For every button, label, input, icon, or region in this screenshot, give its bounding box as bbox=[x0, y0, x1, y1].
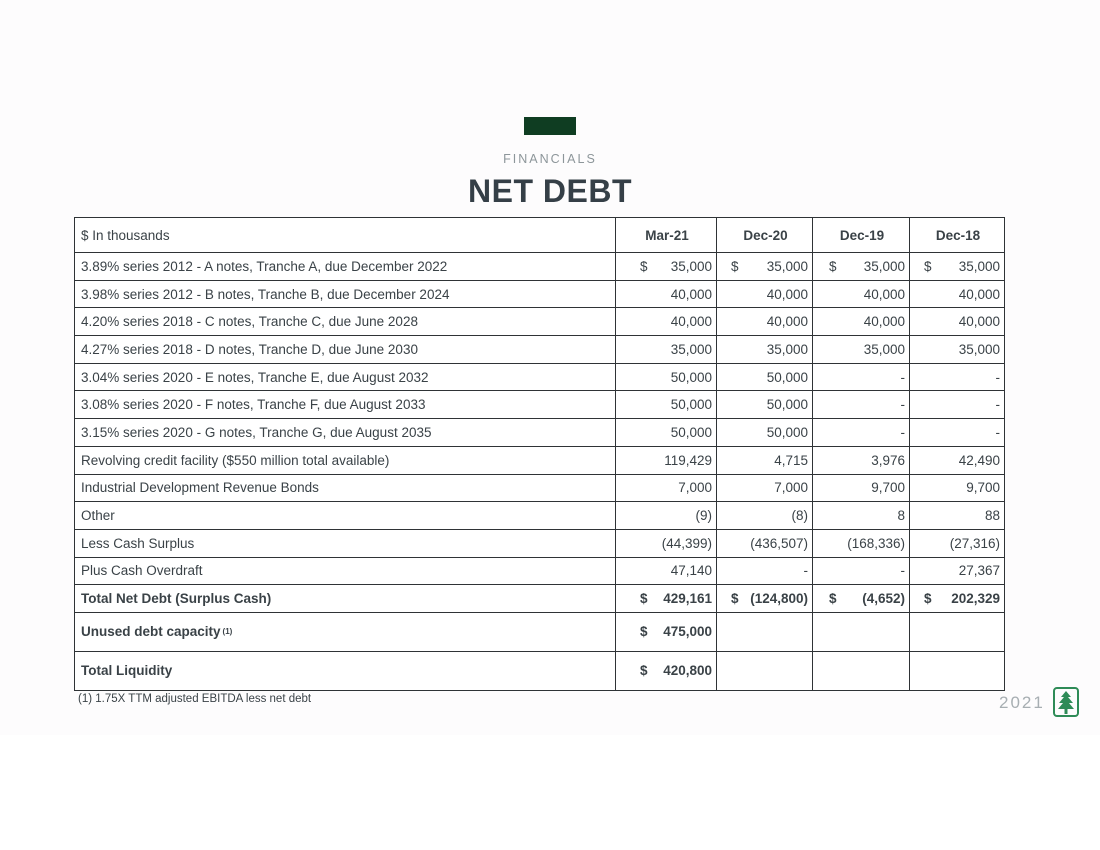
column-header-dec-20: Dec-20 bbox=[717, 218, 813, 253]
units-label: $ In thousands bbox=[75, 218, 616, 253]
cell-value: 7,000 bbox=[774, 480, 808, 496]
cell-value: 27,367 bbox=[958, 563, 1000, 579]
value-cell bbox=[717, 419, 813, 447]
cell-value: 40,000 bbox=[958, 314, 1000, 330]
value-cell bbox=[616, 336, 717, 364]
cell-value: 50,000 bbox=[766, 424, 808, 440]
cell-value: 40,000 bbox=[766, 314, 808, 330]
row-label: 3.98% series 2012 - B notes, Tranche B, due December 2024 bbox=[75, 280, 616, 308]
cell-value: - bbox=[995, 424, 1000, 440]
value-cell bbox=[910, 308, 1005, 336]
table-row bbox=[75, 502, 1005, 530]
total-net-debt-row bbox=[75, 585, 1005, 613]
cell-value: 40,000 bbox=[863, 314, 905, 330]
value-cell bbox=[813, 363, 910, 391]
page-title: NET DEBT bbox=[468, 173, 632, 209]
cell-value: (168,336) bbox=[847, 535, 905, 551]
cell-value: 4,715 bbox=[774, 452, 808, 468]
total-net-debt-dec-19 bbox=[813, 585, 910, 613]
footnote: (1) 1.75X TTM adjusted EBITDA less net debt bbox=[78, 693, 312, 705]
cell-value: 40,000 bbox=[958, 286, 1000, 302]
currency-symbol: $ bbox=[924, 591, 932, 607]
table-row bbox=[75, 446, 1005, 474]
table-body bbox=[75, 253, 1005, 585]
cell-value: 202,329 bbox=[951, 591, 1000, 607]
value-cell bbox=[717, 502, 813, 530]
table-row bbox=[75, 363, 1005, 391]
empty-cell bbox=[813, 651, 910, 690]
value-cell bbox=[717, 529, 813, 557]
value-cell bbox=[910, 419, 1005, 447]
cell-value: 9,700 bbox=[871, 480, 905, 496]
value-cell bbox=[616, 419, 717, 447]
table-row bbox=[75, 529, 1005, 557]
cell-value: 50,000 bbox=[670, 369, 712, 385]
row-label: Total Liquidity bbox=[75, 651, 616, 690]
cell-value: (27,316) bbox=[949, 535, 1000, 551]
value-cell bbox=[616, 280, 717, 308]
value-cell bbox=[910, 336, 1005, 364]
row-label: Revolving credit facility ($550 million total available) bbox=[75, 446, 616, 474]
total-liquidity-row bbox=[75, 651, 1005, 690]
currency-symbol: $ bbox=[640, 663, 648, 679]
cell-value: 40,000 bbox=[670, 286, 712, 302]
value-cell bbox=[616, 557, 717, 585]
row-label: Plus Cash Overdraft bbox=[75, 557, 616, 585]
total-net-debt-dec-18 bbox=[910, 585, 1005, 613]
value-cell bbox=[813, 557, 910, 585]
cell-value: (44,399) bbox=[661, 535, 712, 551]
row-label: 4.27% series 2018 - D notes, Tranche D, due June 2030 bbox=[75, 336, 616, 364]
table-row bbox=[75, 253, 1005, 281]
table-header-row bbox=[75, 218, 1005, 253]
value-cell bbox=[813, 336, 910, 364]
cell-value: 35,000 bbox=[863, 258, 905, 274]
value-cell bbox=[717, 446, 813, 474]
cell-value: 47,140 bbox=[670, 563, 712, 579]
section-eyebrow: FINANCIALS bbox=[503, 152, 597, 166]
empty-cell bbox=[717, 612, 813, 651]
table-row bbox=[75, 474, 1005, 502]
currency-symbol: $ bbox=[829, 591, 837, 607]
value-cell bbox=[717, 363, 813, 391]
column-header-dec-18: Dec-18 bbox=[910, 218, 1005, 253]
row-label: 4.20% series 2018 - C notes, Tranche C, due June 2028 bbox=[75, 308, 616, 336]
value-cell bbox=[910, 363, 1005, 391]
row-label: 3.15% series 2020 - G notes, Tranche G, due August 2035 bbox=[75, 419, 616, 447]
cell-value: 50,000 bbox=[766, 397, 808, 413]
value-cell bbox=[813, 253, 910, 281]
cell-value: 88 bbox=[984, 508, 1000, 524]
cell-value: - bbox=[900, 369, 905, 385]
cell-value: - bbox=[803, 563, 808, 579]
total-net-debt-dec-20 bbox=[717, 585, 813, 613]
currency-symbol: $ bbox=[731, 591, 739, 607]
row-label bbox=[75, 612, 616, 651]
cell-value: 9,700 bbox=[966, 480, 1000, 496]
value-cell bbox=[813, 419, 910, 447]
cell-value: 35,000 bbox=[863, 341, 905, 357]
cell-value: 35,000 bbox=[766, 258, 808, 274]
value-cell bbox=[813, 502, 910, 530]
value-cell bbox=[717, 308, 813, 336]
cell-value: 50,000 bbox=[766, 369, 808, 385]
cell-value: 35,000 bbox=[958, 341, 1000, 357]
net-debt-table bbox=[74, 217, 1005, 691]
value-cell bbox=[717, 280, 813, 308]
value-cell bbox=[910, 391, 1005, 419]
footnote-marker: (1) bbox=[222, 627, 233, 637]
value-cell bbox=[717, 391, 813, 419]
table-row bbox=[75, 419, 1005, 447]
value-cell bbox=[616, 363, 717, 391]
row-label: Other bbox=[75, 502, 616, 530]
cell-value: 7,000 bbox=[678, 480, 712, 496]
tree-logo-icon bbox=[1053, 687, 1079, 717]
cell-value: 42,490 bbox=[958, 452, 1000, 468]
cell-value: (436,507) bbox=[750, 535, 808, 551]
value-cell bbox=[616, 529, 717, 557]
cell-value: 420,800 bbox=[663, 663, 712, 679]
currency-symbol: $ bbox=[924, 258, 932, 274]
cell-value: - bbox=[995, 369, 1000, 385]
currency-symbol: $ bbox=[829, 258, 837, 274]
total-liquidity-mar-21 bbox=[616, 651, 717, 690]
row-label: 3.89% series 2012 - A notes, Tranche A, due December 2022 bbox=[75, 253, 616, 281]
currency-symbol: $ bbox=[640, 624, 648, 640]
footer-year: 2021 bbox=[999, 693, 1045, 712]
value-cell bbox=[813, 280, 910, 308]
row-label: Less Cash Surplus bbox=[75, 529, 616, 557]
cell-value: 40,000 bbox=[766, 286, 808, 302]
currency-symbol: $ bbox=[640, 258, 648, 274]
cell-value: (9) bbox=[695, 508, 712, 524]
row-label: 3.04% series 2020 - E notes, Tranche E, due August 2032 bbox=[75, 363, 616, 391]
cell-value: (4,652) bbox=[862, 591, 905, 607]
currency-symbol: $ bbox=[640, 591, 648, 607]
value-cell bbox=[616, 391, 717, 419]
total-net-debt-mar-21 bbox=[616, 585, 717, 613]
value-cell bbox=[813, 529, 910, 557]
unused-capacity-label: Unused debt capacity bbox=[81, 624, 221, 640]
value-cell bbox=[910, 446, 1005, 474]
value-cell bbox=[910, 253, 1005, 281]
cell-value: 35,000 bbox=[670, 341, 712, 357]
table-row bbox=[75, 391, 1005, 419]
cell-value: 50,000 bbox=[670, 424, 712, 440]
value-cell bbox=[910, 557, 1005, 585]
cell-value: - bbox=[900, 563, 905, 579]
unused-capacity-mar-21 bbox=[616, 612, 717, 651]
column-header-mar-21: Mar-21 bbox=[616, 218, 717, 253]
row-label: 3.08% series 2020 - F notes, Tranche F, due August 2033 bbox=[75, 391, 616, 419]
column-header-dec-19: Dec-19 bbox=[813, 218, 910, 253]
cell-value: - bbox=[900, 424, 905, 440]
empty-cell bbox=[717, 651, 813, 690]
cell-value: 429,161 bbox=[663, 591, 712, 607]
row-label: Industrial Development Revenue Bonds bbox=[75, 474, 616, 502]
value-cell bbox=[616, 308, 717, 336]
value-cell bbox=[813, 308, 910, 336]
cell-value: - bbox=[995, 397, 1000, 413]
cell-value: (8) bbox=[791, 508, 808, 524]
value-cell bbox=[910, 502, 1005, 530]
empty-cell bbox=[910, 651, 1005, 690]
cell-value: (124,800) bbox=[750, 591, 808, 607]
value-cell bbox=[616, 502, 717, 530]
cell-value: 3,976 bbox=[871, 452, 905, 468]
cell-value: 475,000 bbox=[663, 624, 712, 640]
cell-value: 50,000 bbox=[670, 397, 712, 413]
cell-value: - bbox=[900, 397, 905, 413]
cell-value: 40,000 bbox=[670, 314, 712, 330]
value-cell bbox=[813, 446, 910, 474]
cell-value: 35,000 bbox=[766, 341, 808, 357]
cell-value: 40,000 bbox=[863, 286, 905, 302]
cell-value: 119,429 bbox=[664, 452, 712, 468]
value-cell bbox=[813, 474, 910, 502]
value-cell bbox=[813, 391, 910, 419]
empty-cell bbox=[910, 612, 1005, 651]
value-cell bbox=[616, 253, 717, 281]
value-cell bbox=[910, 529, 1005, 557]
value-cell bbox=[616, 446, 717, 474]
row-label: Total Net Debt (Surplus Cash) bbox=[75, 585, 616, 613]
cell-value: 8 bbox=[897, 508, 905, 524]
value-cell bbox=[717, 474, 813, 502]
table-row bbox=[75, 336, 1005, 364]
accent-bar bbox=[524, 117, 576, 135]
value-cell bbox=[616, 474, 717, 502]
value-cell bbox=[910, 474, 1005, 502]
table-row bbox=[75, 308, 1005, 336]
value-cell bbox=[910, 280, 1005, 308]
empty-cell bbox=[813, 612, 910, 651]
unused-capacity-row bbox=[75, 612, 1005, 651]
value-cell bbox=[717, 557, 813, 585]
currency-symbol: $ bbox=[731, 258, 739, 274]
value-cell bbox=[717, 253, 813, 281]
cell-value: 35,000 bbox=[958, 258, 1000, 274]
table-row bbox=[75, 280, 1005, 308]
cell-value: 35,000 bbox=[670, 258, 712, 274]
table-row bbox=[75, 557, 1005, 585]
value-cell bbox=[717, 336, 813, 364]
